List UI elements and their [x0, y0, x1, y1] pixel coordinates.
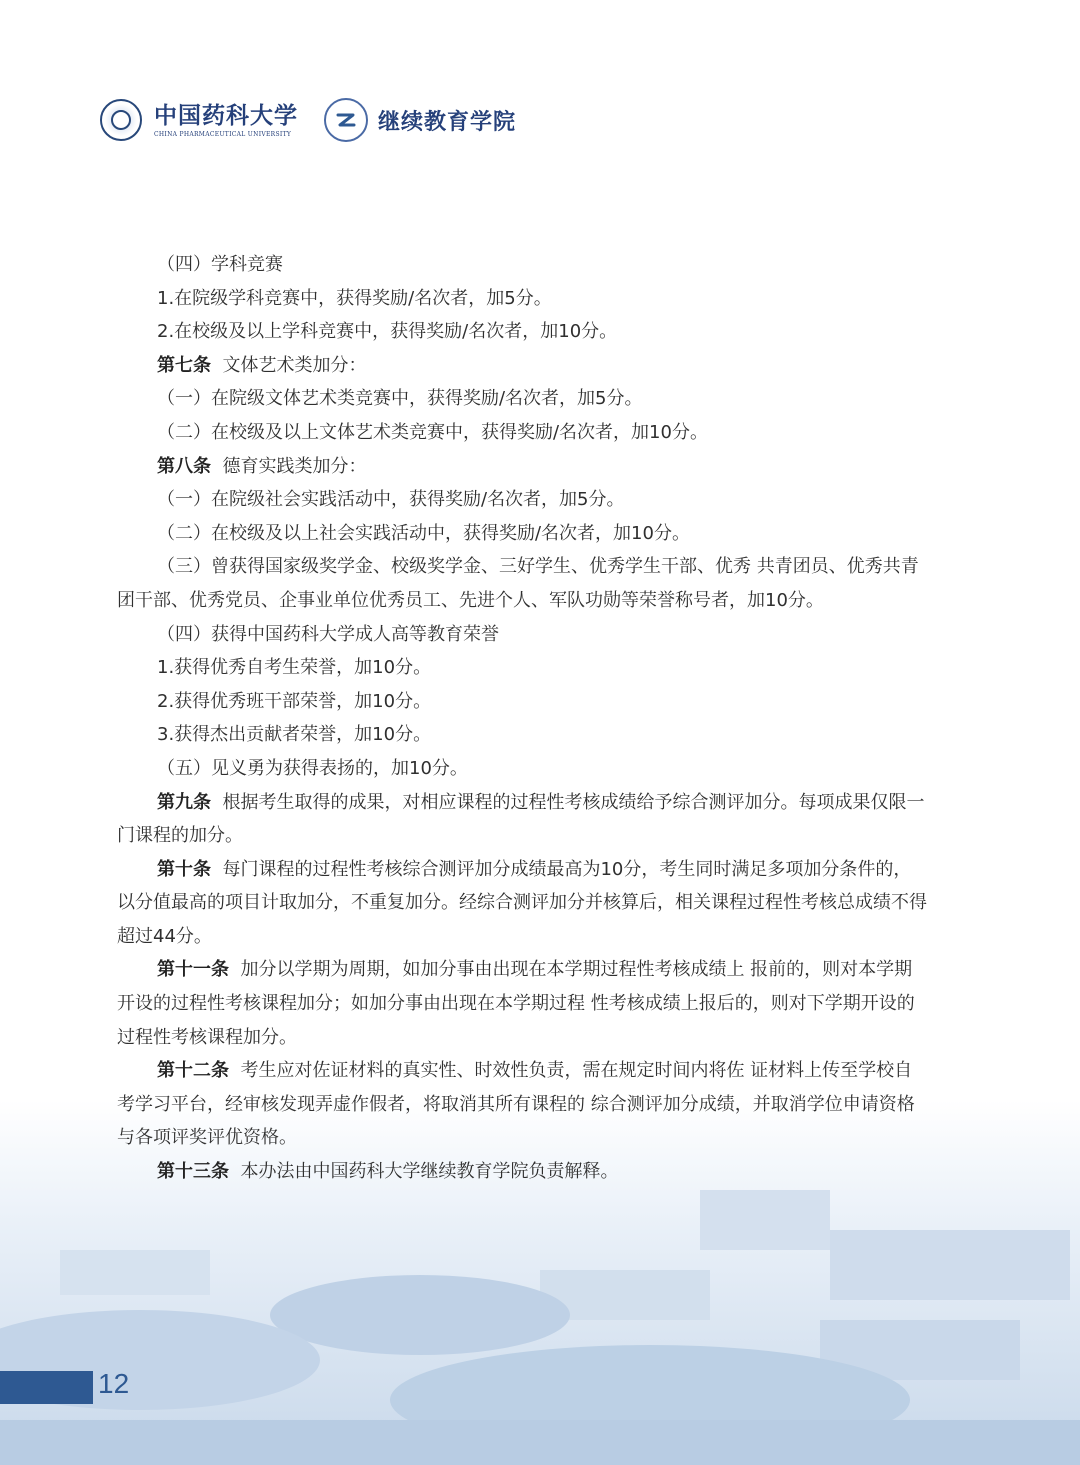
paragraph: （四）学科竞赛 [157, 254, 283, 275]
paragraph: 2.在校级及以上学科竞赛中，获得奖励/名次者，加10分。 [157, 321, 618, 343]
page-number: 12 [98, 1368, 130, 1399]
article-paragraph [117, 450, 929, 484]
article-paragraph [117, 349, 929, 383]
paragraph: （二）在校级及以上社会实践活动中，获得奖励/名次者，加10分。 [157, 522, 690, 544]
university-logo-text [154, 103, 298, 138]
article-label: 第七条 [157, 354, 211, 376]
article-text: 根据考生取得的成果，对相应课程的过程性考核成绩给予综合测评加分。每项成果仅限一门课程的加分。 [117, 791, 925, 847]
article-label: 第十二条 [157, 1060, 229, 1082]
article-text: 本办法由中国药科大学继续教育学院负责解释。 [240, 1161, 619, 1183]
paragraph: 1.获得优秀自考生荣誉，加10分。 [157, 657, 432, 679]
article-label: 第十一条 [157, 959, 229, 981]
college-seal-logo [324, 98, 368, 142]
college-name: 继续教育学院 [378, 108, 517, 135]
paragraph: 3.获得杰出贡献者荣誉，加10分。 [157, 724, 432, 746]
article-text: 加分以学期为周期，如加分事由出现在本学期过程性考核成绩上 报前的，则对本学期开设的过程性考核课程加分；如加分事由出现在本学期过程 性考核成绩上报后的，则对下学期开设的过程性考核课程加分。 [117, 959, 915, 1048]
article-paragraph [117, 1054, 929, 1155]
article-paragraph [117, 953, 929, 1054]
article-paragraph [117, 1155, 929, 1189]
article-label: 第八条 [157, 455, 211, 477]
article-paragraph [117, 786, 929, 853]
article-paragraph [117, 853, 929, 954]
paragraph: （四）获得中国药科大学成人高等教育荣誉 [157, 623, 499, 645]
paragraph: （一）在院级文体艺术类竞赛中，获得奖励/名次者，加5分。 [157, 388, 643, 410]
paragraph: （一）在院级社会实践活动中，获得奖励/名次者，加5分。 [157, 489, 625, 511]
article-text: 每门课程的过程性考核综合测评加分成绩最高为10分，考生同时满足多项加分条件的，以分值最高的项目计取加分，不重复加分。经综合测评加分并核算后，相关课程过程性考核总成绩不得超过44分。 [117, 858, 927, 947]
header [100, 95, 516, 145]
article-label: 第十条 [157, 858, 211, 880]
university-seal-logo [100, 99, 142, 141]
article-label: 第九条 [157, 791, 211, 813]
university-name-cn: 中国药科大学 [154, 101, 298, 129]
paragraph: 1.在院级学科竞赛中，获得奖励/名次者，加5分。 [157, 287, 552, 309]
paragraph: 2.获得优秀班干部荣誉，加10分。 [157, 690, 432, 712]
paragraph: （三）曾获得国家级奖学金、校级奖学金、三好学生、优秀学生干部、优秀 共青团员、优秀共青团干部、优秀党员、企事业单位优秀员工、先进个人、军队功勋等荣誉称号者，加10分。 [117, 556, 919, 611]
page-number-bar [0, 1371, 93, 1404]
paragraph: （二）在校级及以上文体艺术类竞赛中，获得奖励/名次者，加10分。 [157, 421, 708, 443]
university-name-en: CHINA PHARMACEUTICAL UNIVERSITY [154, 130, 292, 138]
article-label: 第十三条 [157, 1161, 229, 1183]
paragraph: （五）见义勇为获得表扬的，加10分。 [157, 757, 468, 779]
article-text: 文体艺术类加分： [222, 354, 367, 376]
regulation-text [117, 248, 929, 1189]
article-text: 德育实践类加分： [222, 455, 367, 477]
article-text: 考生应对佐证材料的真实性、时效性负责，需在规定时间内将佐 证材料上传至学校自考学习平台，经审核发现弄虚作假者，将取消其所有课程的 综合测评加分成绩，并取消学位申请资格与各项评奖评优资格。 [117, 1060, 915, 1149]
